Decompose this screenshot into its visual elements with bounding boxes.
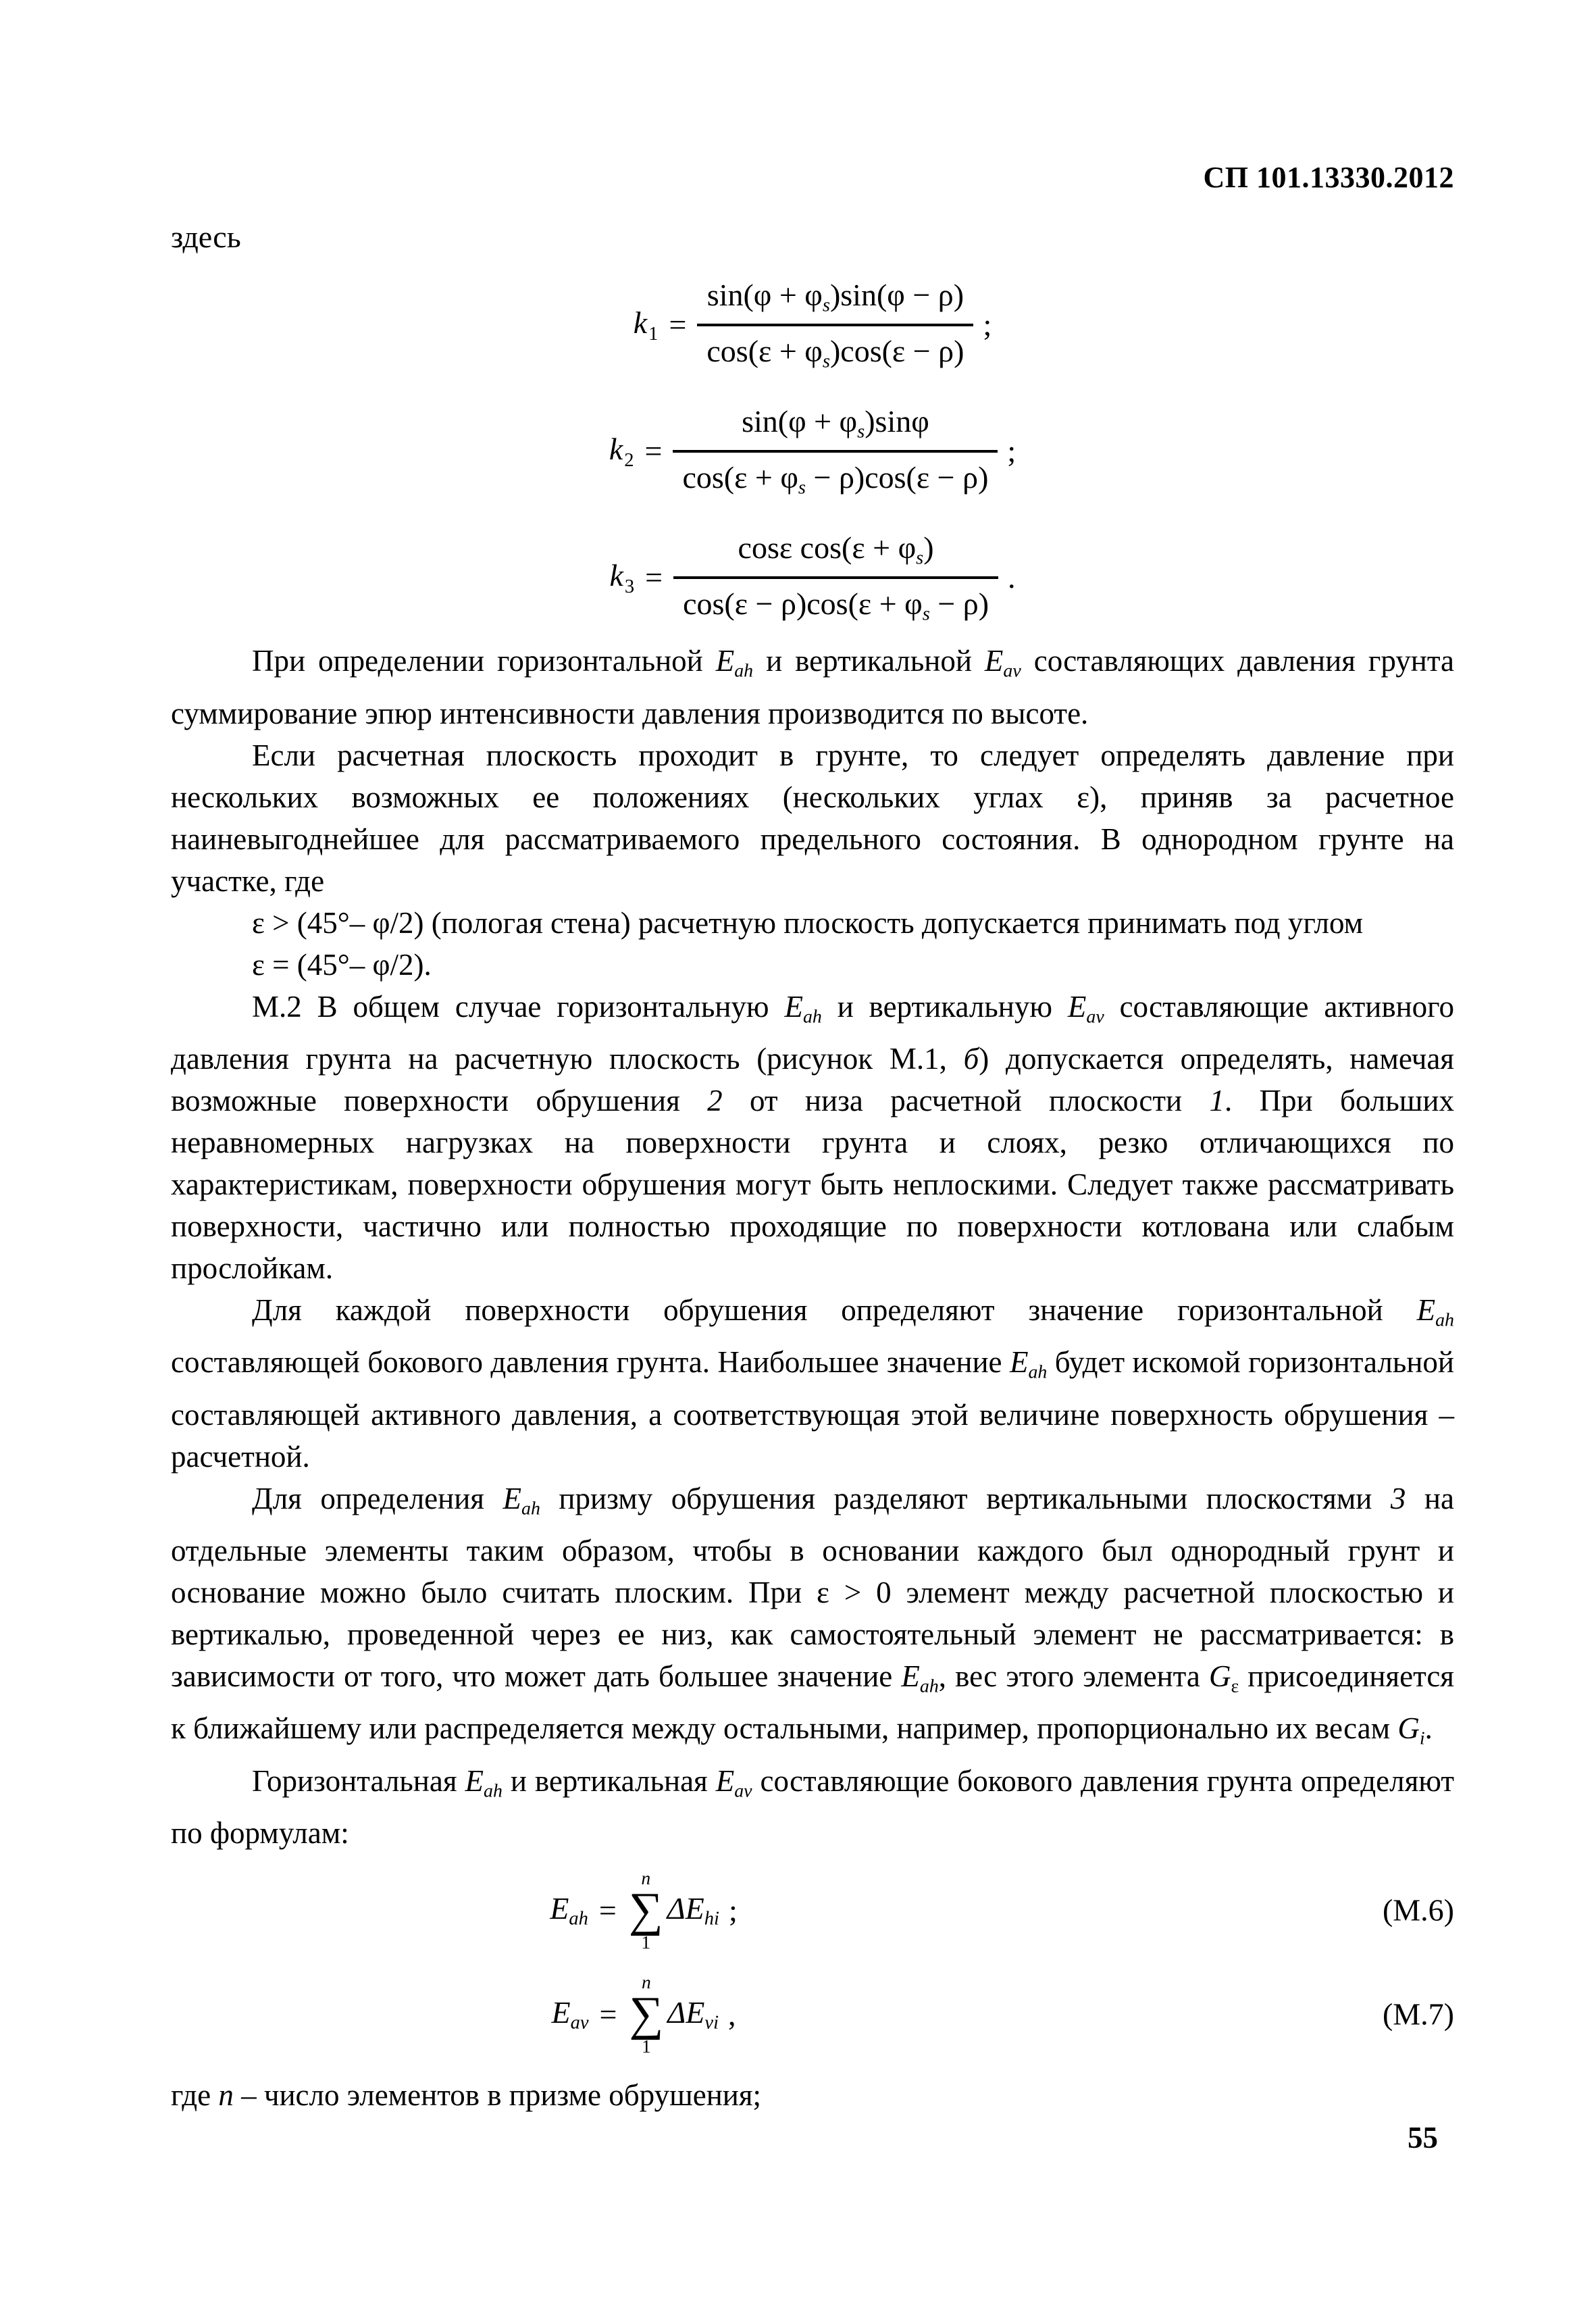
- equation-m7-row: [171, 1966, 1454, 2062]
- paragraph-components-intro: Горизонтальная Eah и вертикальная Eav составляющие бокового давления грунта определяют по формулам:: [171, 1763, 1454, 1851]
- denominator: cos(ε + φs)cos(ε − ρ): [697, 324, 973, 373]
- fraction: [673, 530, 998, 625]
- here-label: здесь: [171, 220, 241, 254]
- paragraph-where-n: где n – число элементов в призме обрушения;: [171, 2078, 762, 2113]
- equation-number-m6: (М.6): [1382, 1892, 1454, 1928]
- body-text: [171, 640, 1454, 1854]
- formula-punctuation: ;: [983, 307, 992, 343]
- equation-m6-row: [171, 1862, 1454, 1958]
- numerator: sin(φ + φs)sinφ: [742, 404, 929, 443]
- sum-lower-limit: 1: [641, 2036, 651, 2057]
- formula-k3-lhs: [609, 557, 634, 598]
- equals-sign: =: [645, 560, 663, 595]
- numerator: sin(φ + φs)sin(φ − ρ): [706, 278, 964, 316]
- equals-sign: =: [669, 307, 687, 343]
- equation-m6: [550, 1869, 737, 1952]
- sigma-symbol: ∑: [629, 1987, 664, 2041]
- page-number: 55: [1408, 2121, 1438, 2155]
- document-code-header: СП 101.13330.2012: [1203, 161, 1454, 194]
- k-variable: k: [609, 557, 623, 593]
- paragraph-pressure-summation: При определении горизонтальной Eah и вертикальной Eav составляющих давления грунта суммирование эпюр интенсивности давления производится по высоте.: [171, 644, 1455, 730]
- formula-k1: [634, 277, 992, 372]
- sum-lower-limit: 1: [641, 1932, 651, 1953]
- equation-m7-rhs: ΔEvi: [667, 1994, 719, 2034]
- formula-k2-lhs: [609, 431, 634, 472]
- equation-m6-rhs: ΔEhi: [667, 1890, 719, 1930]
- k-subscript: 3: [624, 576, 635, 597]
- equals-sign: =: [599, 1996, 617, 2032]
- equation-punctuation: ;: [728, 1892, 738, 1928]
- paragraph-prism-elements: Для определения Eah призму обрушения разделяют вертикальными плоскостями 3 на отдельные элементы таким образом, чтобы в основании каждого был однородный грунт и основание можно было считать плоским. При ε > 0 элемент между расчетной плоскостью и вертикалью, проведенной через ее низ, как самостоятельный элемент не рассматривается: в зависимости от того, что может дать большее значение Eah, вес этого элемента Gε присоединяется к ближайшему или распределяется между остальными, например, пропорционально их весам Gi.: [171, 1481, 1454, 1749]
- formula-k2: [609, 403, 1016, 499]
- k-subscript: 2: [624, 449, 634, 471]
- equation-punctuation: ,: [728, 1996, 736, 2032]
- equals-sign: =: [644, 434, 663, 469]
- equation-m7: [551, 1973, 736, 2056]
- sigma-symbol: ∑: [628, 1883, 663, 1937]
- k-formulas-block: [171, 277, 1454, 625]
- equation-m6-lhs: Eah: [550, 1890, 588, 1930]
- k-variable: k: [609, 431, 623, 466]
- equation-m7-lhs: Eav: [551, 1994, 589, 2034]
- formula-k1-lhs: [634, 305, 659, 345]
- sum-upper-limit: n: [641, 1867, 651, 1888]
- formula-punctuation: ;: [1007, 434, 1016, 469]
- denominator: cos(ε + φs − ρ)cos(ε − ρ): [673, 450, 998, 499]
- paragraph-epsilon-condition: ε > (45°– φ/2) (пологая стена) расчетную плоскость допускается принимать под углом: [252, 905, 1364, 940]
- paragraph-m2-general-case: М.2 В общем случае горизонтальную Eah и вертикальную Eav составляющие активного давления грунта на расчетную плоскость (рисунок М.1, б) допускается определять, намечая возможные поверхности обрушения 2 от низа расчетной плоскости 1. При больших неравномерных нагрузках на поверхности грунта и слоях, резко отличающихся по характеристикам, поверхности обрушения могут быть неплоскими. Следует также рассматривать поверхности, частично или полностью проходящие по поверхности котлована или слабым прослойкам.: [171, 989, 1454, 1285]
- sum-upper-limit: n: [641, 1971, 651, 1992]
- summation-sign: [629, 1973, 663, 2056]
- denominator: cos(ε − ρ)cos(ε + φs − ρ): [673, 576, 998, 626]
- formula-k3: [609, 530, 1015, 625]
- summation-sign: [629, 1869, 663, 1952]
- paragraph-epsilon-equation: ε = (45°– φ/2).: [252, 947, 432, 982]
- k-variable: k: [633, 305, 648, 340]
- paragraph-design-plane: Если расчетная плоскость проходит в грунте, то следует определять давление при нескольких возможных ее положениях (нескольких углах ε), приняв за расчетное наиневыгоднейшее для рассматриваемого предельного состояния. В однородном грунте на участке, где: [171, 738, 1454, 898]
- fraction: [697, 277, 973, 372]
- formula-punctuation: .: [1008, 560, 1016, 595]
- equation-number-m7: (М.7): [1382, 1996, 1454, 2032]
- fraction: [673, 403, 998, 499]
- paragraph-collapse-surface: Для каждой поверхности обрушения определяют значение горизонтальной Eah составляющей бокового давления грунта. Наибольшее значение Eah будет искомой горизонтальной составляющей активного давления, а соответствующая этой величине поверхность обрушения – расчетной.: [171, 1293, 1454, 1474]
- k-subscript: 1: [648, 323, 659, 345]
- equals-sign: =: [598, 1892, 617, 1928]
- numerator: cosε cos(ε + φs): [738, 530, 934, 569]
